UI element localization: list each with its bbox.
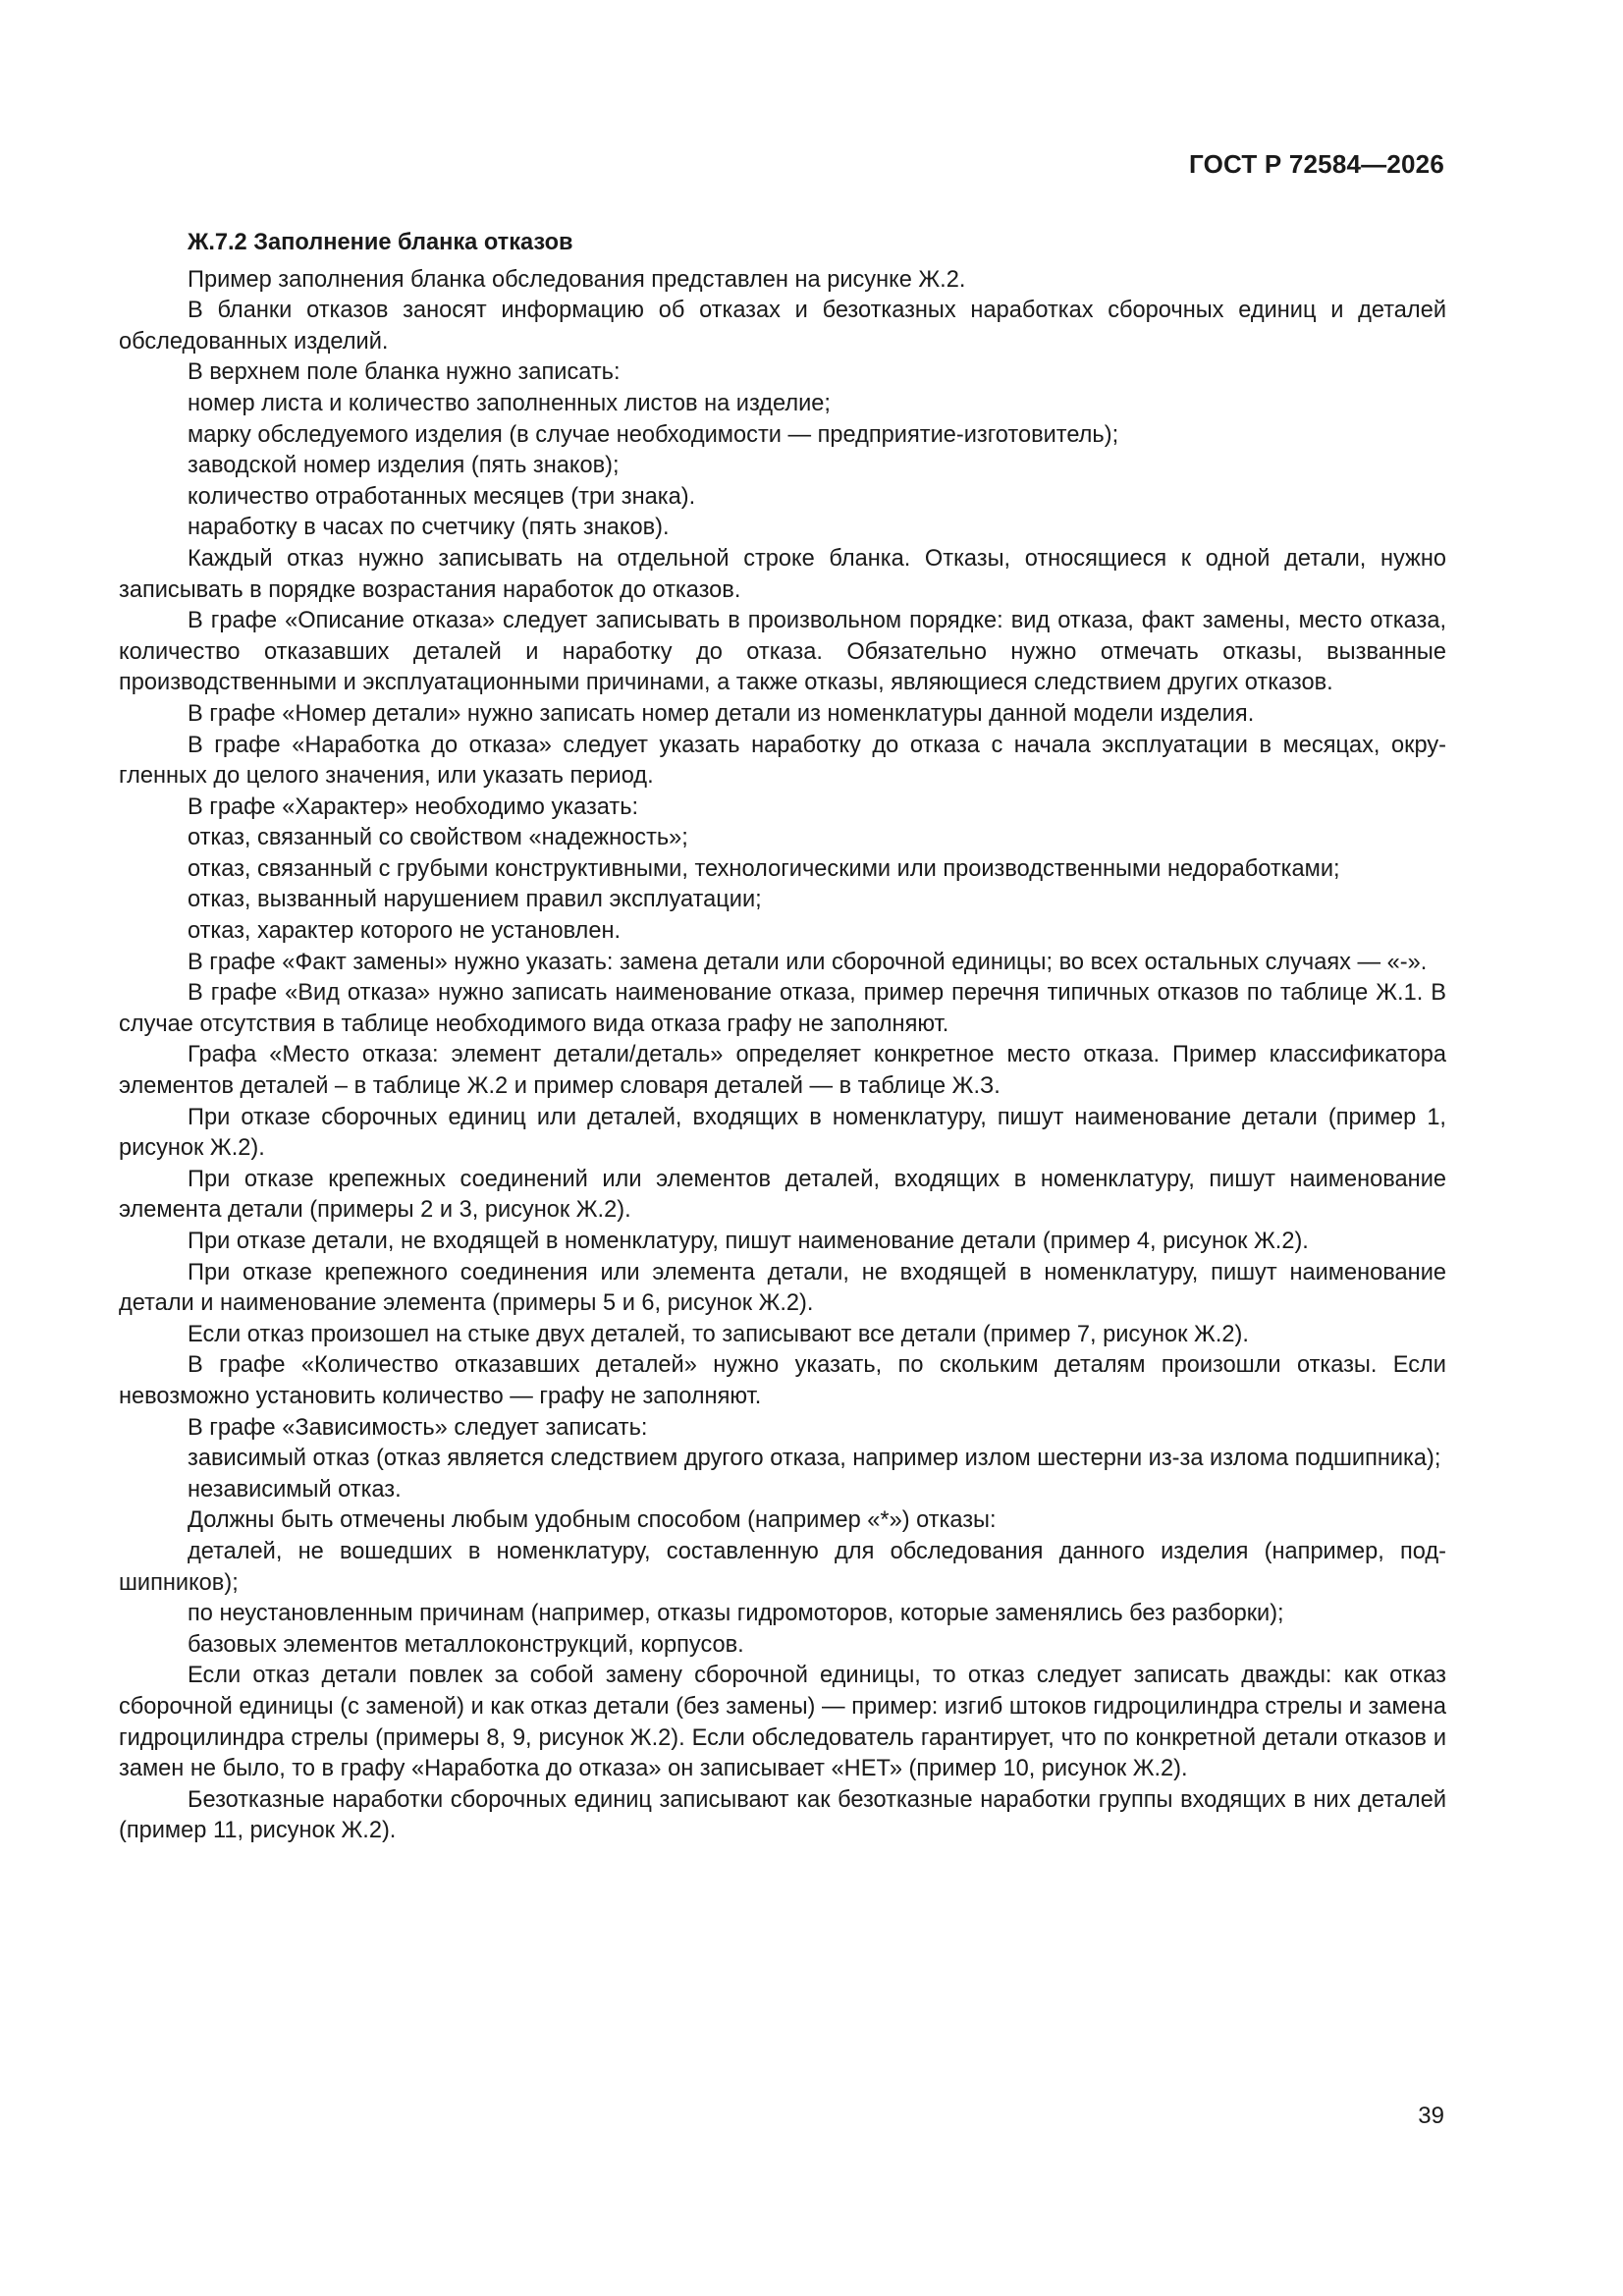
paragraph: В графе «Факт замены» нужно указать: замена детали или сборочной единицы; во всех остальных случаях — «-». [188, 949, 1428, 975]
paragraph-list [119, 265, 1446, 1847]
paragraph: Пример заполнения бланка обследования представлен на рисунке Ж.2. [188, 266, 966, 293]
paragraph: При отказе крепежного соединения или элемента детали, не входящей в номенклатуру, пишут наименование детали и наименование элемента (примеры 5 и 6, рисунок Ж.2). [119, 1259, 1446, 1317]
document-body [119, 228, 1446, 1847]
page-number: 39 [1418, 2103, 1444, 2129]
paragraph: Должны быть отмечены любым удобным способом (например «*») отказы: [188, 1507, 997, 1534]
paragraph: При отказе детали, не входящей в номенклатуру, пишут наименование детали (пример 4, рисунок Ж.2). [188, 1229, 1309, 1254]
paragraph: отказ, характер которого не установлен. [188, 918, 622, 945]
paragraph: номер листа и количество заполненных листов на изделие; [188, 390, 831, 416]
paragraph: отказ, связанный со свойством «надежность»; [188, 825, 688, 851]
paragraph: Если отказ детали повлек за собой замену сборочной единицы, то отказ следует записать дважды: как отказ сборочной единицы (с заменой) и как отказ детали (без замены) — пример: изгиб штоков гидроцилиндра стрелы и замена гидроцилиндра стрелы (примеры 8, 9, рисунок Ж.2). Если обследователь гарантирует, что по конкретной детали отказов и замен не было, то в графу «Наработка до отказа» он записывает «НЕТ» (пример 10, рисунок Ж.2). [119, 1663, 1446, 1782]
paragraph: независимый отказ. [188, 1476, 402, 1503]
paragraph: зависимый отказ (отказ является следствием другого отказа, например излом шестерни из-за излома подшипника); [188, 1446, 1441, 1472]
paragraph: В графе «Наработка до отказа» следует указать наработку до отказа с начала эксплуатации в месяцах, округленных до целого значения, или указать период. [119, 732, 1446, 790]
paragraph: В графе «Характер» необходимо указать: [188, 793, 639, 820]
paragraph: В бланки отказов заносят информацию об отказах и безотказных наработках сборочных единиц и деталей обследованных изделий. [119, 298, 1446, 355]
paragraph: В графе «Вид отказа» нужно записать наименование отказа, пример перечня типичных отказов по таблице Ж.1. В случае отсутствия в таблице необходимого вида отказа графу не заполняют. [119, 980, 1446, 1037]
paragraph: деталей, не вошедших в номенклатуру, составленную для обследования данного изделия (например, подшипников); [119, 1538, 1446, 1596]
section-title: Ж.7.2 Заполнение бланка отказов [188, 230, 573, 255]
paragraph: При отказе сборочных единиц или деталей, входящих в номенклатуру, пишут наименование детали (пример 1, рисунок Ж.2). [119, 1104, 1446, 1162]
document-header: ГОСТ Р 72584—2026 [1189, 149, 1444, 179]
paragraph: В графе «Количество отказавших деталей» нужно указать, по скольким деталям произошли отказы. Если невозможно установить количество — графу не заполняют. [119, 1352, 1446, 1409]
paragraph: Каждый отказ нужно записывать на отдельной строке бланка. Отказы, относящиеся к одной детали, нужно записывать в порядке возрастания наработок до отказов. [119, 545, 1446, 603]
paragraph: Безотказные наработки сборочных единиц записывают как безотказные наработки группы входящих в них деталей (пример 11, рисунок Ж.2). [119, 1786, 1446, 1844]
paragraph: В графе «Номер детали» нужно записать номер детали из номенклатуры данной модели изделия. [188, 700, 1255, 727]
paragraph: При отказе крепежных соединений или элементов деталей, входящих в номенклатуру, пишут наименование элемента детали (примеры 2 и 3, рисунок Ж.2). [119, 1166, 1446, 1224]
paragraph: базовых элементов металлоконструкций, корпусов. [188, 1631, 744, 1658]
paragraph: марку обследуемого изделия (в случае необходимости — предприятие-изготовитель); [188, 421, 1119, 448]
paragraph: Графа «Место отказа: элемент детали/деталь» определяет конкретное место отказа. Пример классификатора элементов деталей – в таблице Ж.2 и пример словаря деталей — в таблице Ж.З. [119, 1042, 1446, 1100]
paragraph: отказ, связанный с грубыми конструктивными, технологическими или производственными недоработками; [188, 855, 1340, 882]
paragraph: В графе «Зависимость» следует записать: [188, 1414, 648, 1441]
paragraph: наработку в часах по счетчику (пять знаков). [188, 515, 670, 541]
paragraph: В верхнем поле бланка нужно записать: [188, 359, 621, 386]
paragraph: Если отказ произошел на стыке двух деталей, то записывают все детали (пример 7, рисунок Ж.2). [188, 1321, 1249, 1347]
paragraph: В графе «Описание отказа» следует записывать в произвольном порядке: вид отказа, факт замены, место отказа, количество отказавших деталей и наработку до отказа. Обязательно нужно отмечать отказы, вызванные производственными и эксплуатационными причинами, а также отказы, являющиеся следствием других отказов. [119, 608, 1446, 696]
paragraph: количество отработанных месяцев (три знака). [188, 483, 696, 510]
paragraph: заводской номер изделия (пять знаков); [188, 453, 620, 479]
paragraph: отказ, вызванный нарушением правил эксплуатации; [188, 887, 762, 913]
paragraph: по неустановленным причинам (например, отказы гидромоторов, которые заменялись без разборки); [188, 1601, 1284, 1627]
